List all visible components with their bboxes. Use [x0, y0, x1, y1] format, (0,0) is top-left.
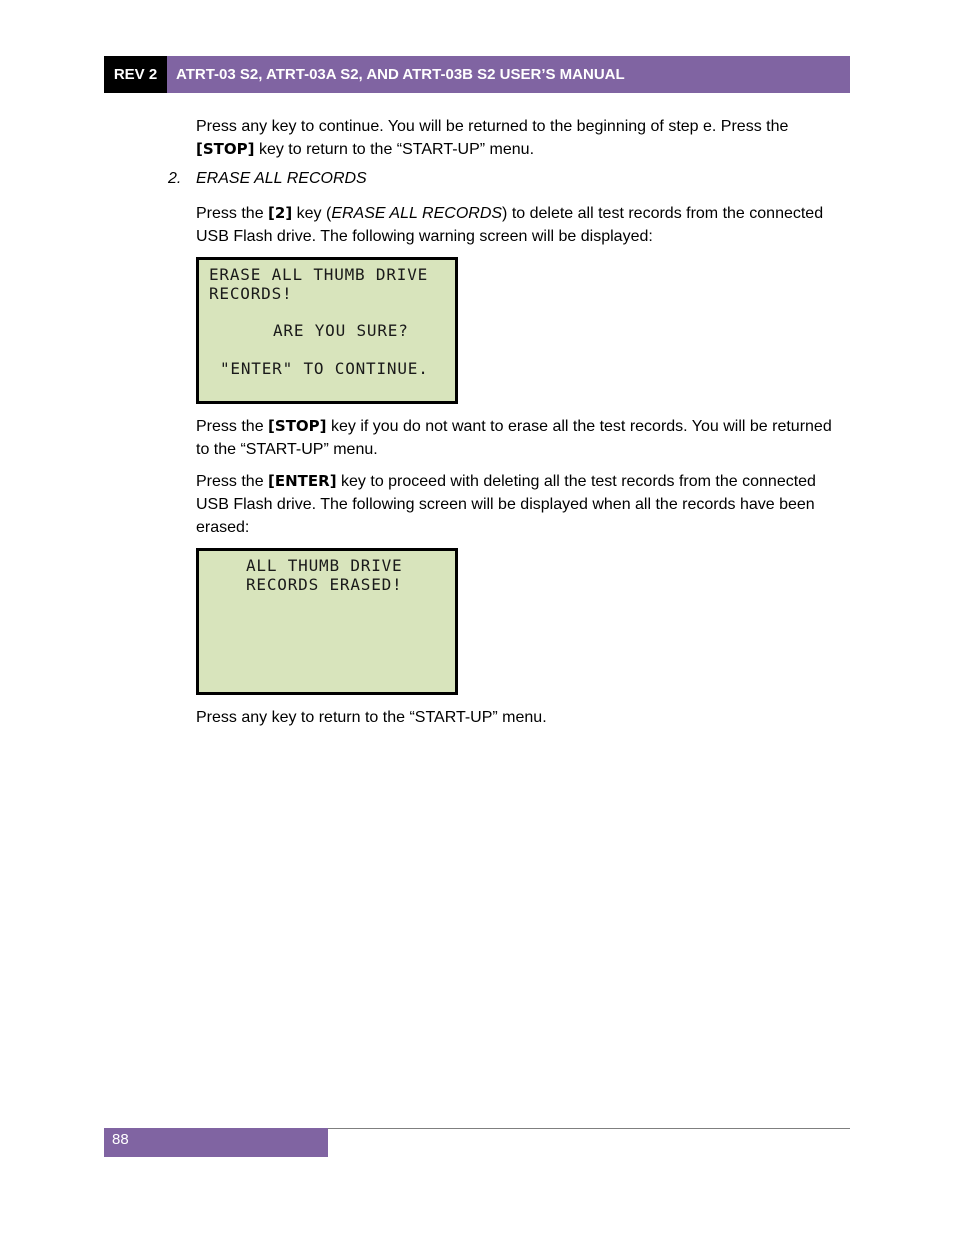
lcd-line-2: RECORDS ERASED!: [246, 575, 403, 594]
paragraph-stop-option: [196, 415, 846, 461]
page-number: 88: [104, 1128, 328, 1157]
paragraph-enter-option: [196, 470, 846, 539]
revision-label: REV 2: [104, 56, 167, 93]
lcd-warning-screen: [196, 257, 458, 404]
enter-key-label: [ENTER]: [268, 472, 337, 490]
stop-key-label: [STOP]: [268, 417, 327, 435]
step-number: 2.: [168, 170, 182, 187]
menu-option-name: ERASE ALL RECORDS: [331, 205, 503, 222]
lcd-line-1: ERASE ALL THUMB DRIVE: [209, 265, 429, 284]
paragraph-text: Press any key to continue. You will be returned to the beginning of step e. Press the: [196, 118, 789, 135]
paragraph-text: Press the: [196, 418, 269, 435]
stop-key-label: [STOP]: [196, 140, 255, 158]
lcd-line-2: RECORDS!: [209, 284, 293, 303]
paragraph-text: key to proceed with deleting all the test records from the connected USB Flash drive. The following screen will be displayed when all the records have been erased:: [196, 473, 816, 536]
paragraph-erase-instructions: [196, 202, 846, 248]
step-title: ERASE ALL RECORDS: [196, 170, 367, 187]
page-header: [104, 56, 850, 93]
paragraph-continue: [196, 115, 846, 161]
paragraph-text: key if you do not want to erase all the test records. You will be returned to the “START-UP” menu.: [196, 418, 832, 458]
paragraph-text: Press the: [196, 205, 269, 222]
key-2-label: [2]: [268, 204, 293, 222]
lcd-line-3: ARE YOU SURE?: [273, 321, 409, 340]
lcd-erased-screen: [196, 548, 458, 695]
lcd-line-1: ALL THUMB DRIVE: [246, 556, 403, 575]
paragraph-text: key to return to the “START-UP” menu.: [254, 141, 535, 158]
paragraph-return: Press any key to return to the “START-UP” menu.: [196, 709, 547, 726]
manual-title: ATRT-03 S2, ATRT-03A S2, AND ATRT-03B S2 USER’S MANUAL: [167, 56, 850, 93]
paragraph-text: Press the: [196, 473, 269, 490]
paragraph-text: ) to delete all test records from the connected USB Flash drive. The following warning screen will be displayed:: [196, 205, 824, 245]
paragraph-text: key (: [292, 205, 332, 222]
lcd-line-4: "ENTER" TO CONTINUE.: [220, 359, 429, 378]
